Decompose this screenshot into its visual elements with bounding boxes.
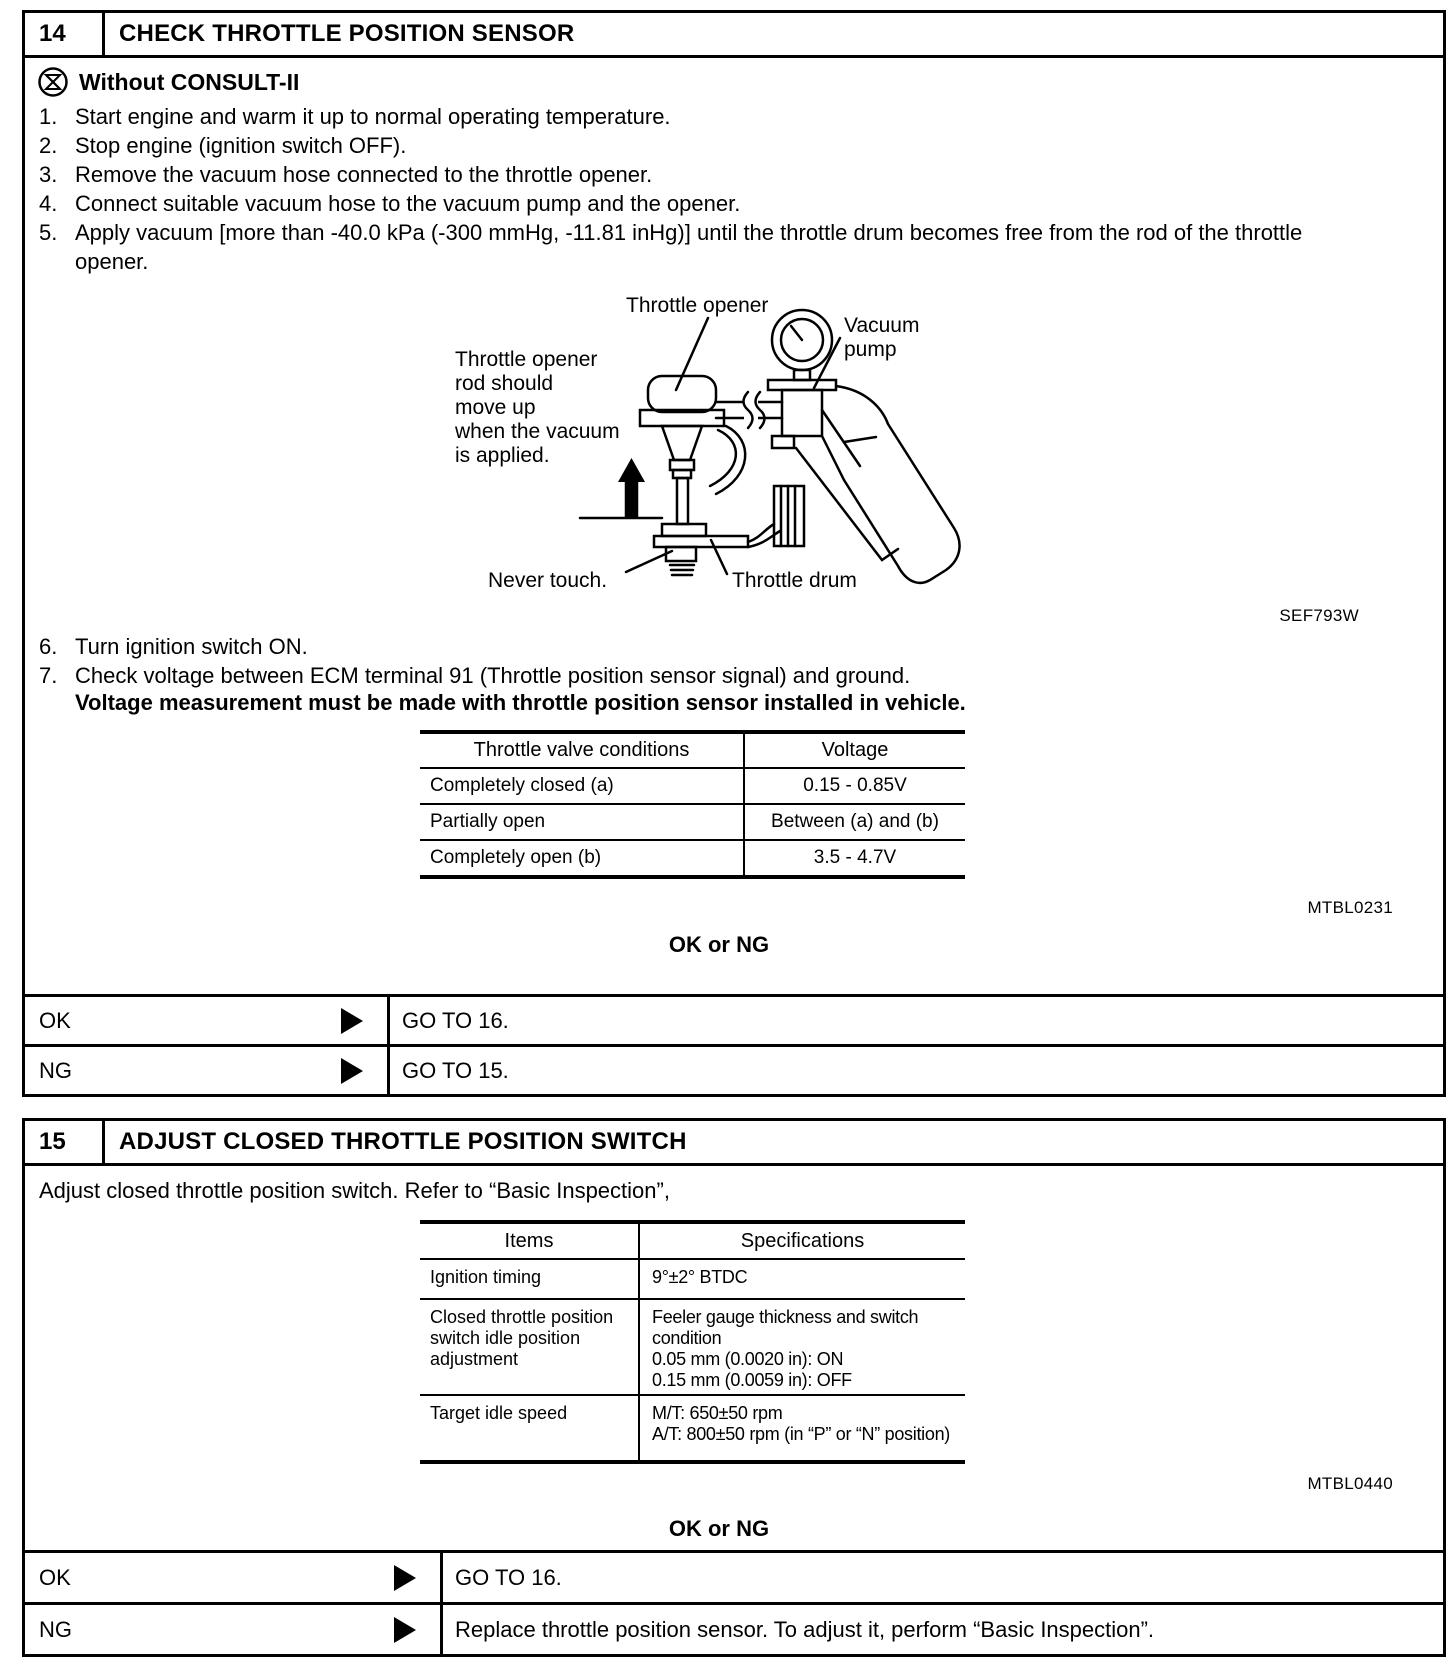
arrow-right-icon [341, 1058, 363, 1084]
result-action: GO TO 16. [402, 1007, 509, 1033]
table-cell: Between (a) and (b) [771, 811, 939, 832]
loose-hose [710, 426, 745, 494]
instruction-number: 1. [39, 104, 58, 129]
table-header-cell: Specifications [740, 1229, 865, 1252]
result-key [25, 1553, 443, 1602]
table-row [420, 1396, 965, 1460]
table-header-cell: Items [420, 1224, 640, 1258]
table-cell: Completely open (b) [420, 841, 745, 875]
table-header-cell: Throttle valve conditions [420, 734, 745, 767]
result-row-ok [25, 994, 1443, 1044]
step-15-header [25, 1121, 1443, 1166]
throttle-opener-drawing [640, 376, 724, 524]
vacuum-pump-label: Vacuum [844, 314, 920, 337]
table-cell [640, 1260, 965, 1298]
leader-throttle-opener [676, 318, 708, 390]
adjust-intro-text: Adjust closed throttle position switch. Refer to “Basic Inspection”, [39, 1178, 670, 1203]
instruction-text: Stop engine (ignition switch OFF). [75, 133, 407, 158]
without-consult-icon [37, 66, 69, 98]
instruction-text: Check voltage between ECM terminal 91 (Throttle position sensor signal) and ground. [75, 663, 911, 688]
table-ref-code: MTBL0231 [1307, 898, 1393, 917]
instruction-text: Remove the vacuum hose connected to the throttle opener. [75, 162, 653, 187]
instruction-number: 4. [39, 191, 58, 216]
rod-note: is applied. [455, 444, 550, 467]
instruction-item [39, 661, 1349, 690]
procedure-step-15 [22, 1118, 1446, 1657]
result-label: OK [39, 1007, 71, 1033]
table-row [420, 1260, 965, 1300]
spec-line: 9°±2° BTDC [652, 1267, 748, 1287]
rod-note: Throttle opener [455, 348, 598, 371]
table-header-row [420, 1224, 965, 1260]
table-cell: Partially open [420, 805, 745, 839]
result-label: NG [39, 1057, 72, 1083]
vacuum-pump-label: pump [844, 338, 897, 361]
table-row [420, 841, 965, 875]
table-cell [640, 1300, 965, 1394]
result-action: GO TO 15. [402, 1057, 509, 1083]
rod-note: when the vacuum [455, 420, 620, 443]
voltage-spec-table [420, 730, 965, 879]
table-ref-code: MTBL0440 [1307, 1474, 1393, 1493]
instruction-number: 2. [39, 133, 58, 158]
step-15-number: 15 [25, 1121, 105, 1163]
result-label: NG [39, 1616, 72, 1642]
table-cell: Ignition timing [420, 1260, 640, 1298]
without-consult-label: Without CONSULT-II [79, 68, 300, 95]
table-row [420, 1300, 965, 1396]
result-label: OK [39, 1564, 71, 1590]
table-cell [640, 1396, 965, 1460]
arrow-right-icon [394, 1565, 416, 1591]
result-key [25, 1605, 443, 1654]
throttle-drum-label: Throttle drum [732, 569, 857, 592]
instruction-item [39, 189, 1349, 218]
table-header-row [420, 734, 965, 769]
instruction-item [39, 131, 1349, 160]
never-touch-label: Never touch. [488, 569, 608, 592]
table-row [420, 805, 965, 841]
throttle-opener-label: Throttle opener [626, 294, 769, 317]
instruction-list [39, 102, 1349, 276]
instruction-text: Start engine and warm it up to normal operating temperature. [75, 104, 671, 129]
leader-throttle-drum [711, 540, 727, 574]
instruction-item [39, 160, 1349, 189]
table-cell: Target idle speed [420, 1396, 640, 1460]
rod-note: rod should [455, 372, 554, 395]
vacuum-pump-drawing [768, 380, 960, 583]
throttle-opener-diagram [430, 290, 1350, 600]
step-14-header [25, 13, 1443, 58]
spec-line: M/T: 650±50 rpm [652, 1403, 783, 1423]
step-14-title: CHECK THROTTLE POSITION SENSOR [119, 20, 575, 47]
result-row-ng [25, 1602, 1443, 1654]
result-row-ng [25, 1044, 1443, 1094]
instruction-number: 7. [39, 663, 58, 688]
table-cell: 3.5 - 4.7V [813, 847, 897, 868]
arrow-right-icon [341, 1008, 363, 1034]
instruction-item [39, 218, 1349, 276]
ok-or-ng-heading: OK or NG [668, 1516, 770, 1541]
table-header-cell: Voltage [821, 739, 889, 761]
up-arrow [580, 458, 662, 518]
table-cell: 0.15 - 0.85V [803, 775, 907, 796]
instruction-number: 5. [39, 220, 58, 245]
vacuum-hose [716, 392, 782, 428]
instruction-text: Connect suitable vacuum hose to the vacuum pump and the opener. [75, 191, 741, 216]
result-row-ok [25, 1550, 1443, 1602]
procedure-step-14 [22, 10, 1446, 1097]
voltage-note: Voltage measurement must be made with throttle position sensor installed in vehicle. [75, 690, 966, 715]
result-key [25, 997, 390, 1044]
instruction-text: Turn ignition switch ON. [75, 634, 308, 659]
instruction-number: 3. [39, 162, 58, 187]
spec-line: Feeler gauge thickness and switch condition [652, 1307, 919, 1348]
table-row [420, 769, 965, 805]
step-15-body [25, 1166, 1443, 1550]
without-consult-heading [37, 66, 299, 98]
adjustment-spec-table [420, 1220, 965, 1464]
step-14-number: 14 [25, 13, 105, 55]
instruction-item [39, 632, 1349, 661]
result-key [25, 1047, 390, 1094]
step-15-title: ADJUST CLOSED THROTTLE POSITION SWITCH [119, 1128, 687, 1155]
result-action: Replace throttle position sensor. To adjust it, perform “Basic Inspection”. [455, 1616, 1155, 1642]
instruction-text: Apply vacuum [more than -40.0 kPa (-300 mmHg, -11.81 inHg)] until the throttle drum becomes free from the rod of the throttle opener. [75, 220, 1303, 274]
instruction-list [39, 632, 1349, 690]
instruction-item [39, 102, 1349, 131]
table-cell: Closed throttle position switch idle position adjustment [420, 1300, 640, 1394]
table-cell: Completely closed (a) [420, 769, 745, 803]
instruction-number: 6. [39, 634, 58, 659]
arrow-right-icon [394, 1617, 416, 1643]
spec-line: 0.05 mm (0.0020 in): ON [652, 1349, 844, 1369]
ok-or-ng-heading: OK or NG [668, 932, 770, 957]
result-action: GO TO 16. [455, 1564, 562, 1590]
step-14-body [25, 58, 1443, 994]
figure-ref-code: SEF793W [1279, 606, 1359, 625]
rod-note: move up [455, 396, 536, 419]
spec-line: 0.15 mm (0.0059 in): OFF [652, 1370, 852, 1390]
spec-line: A/T: 800±50 rpm (in “P” or “N” position) [652, 1424, 950, 1444]
